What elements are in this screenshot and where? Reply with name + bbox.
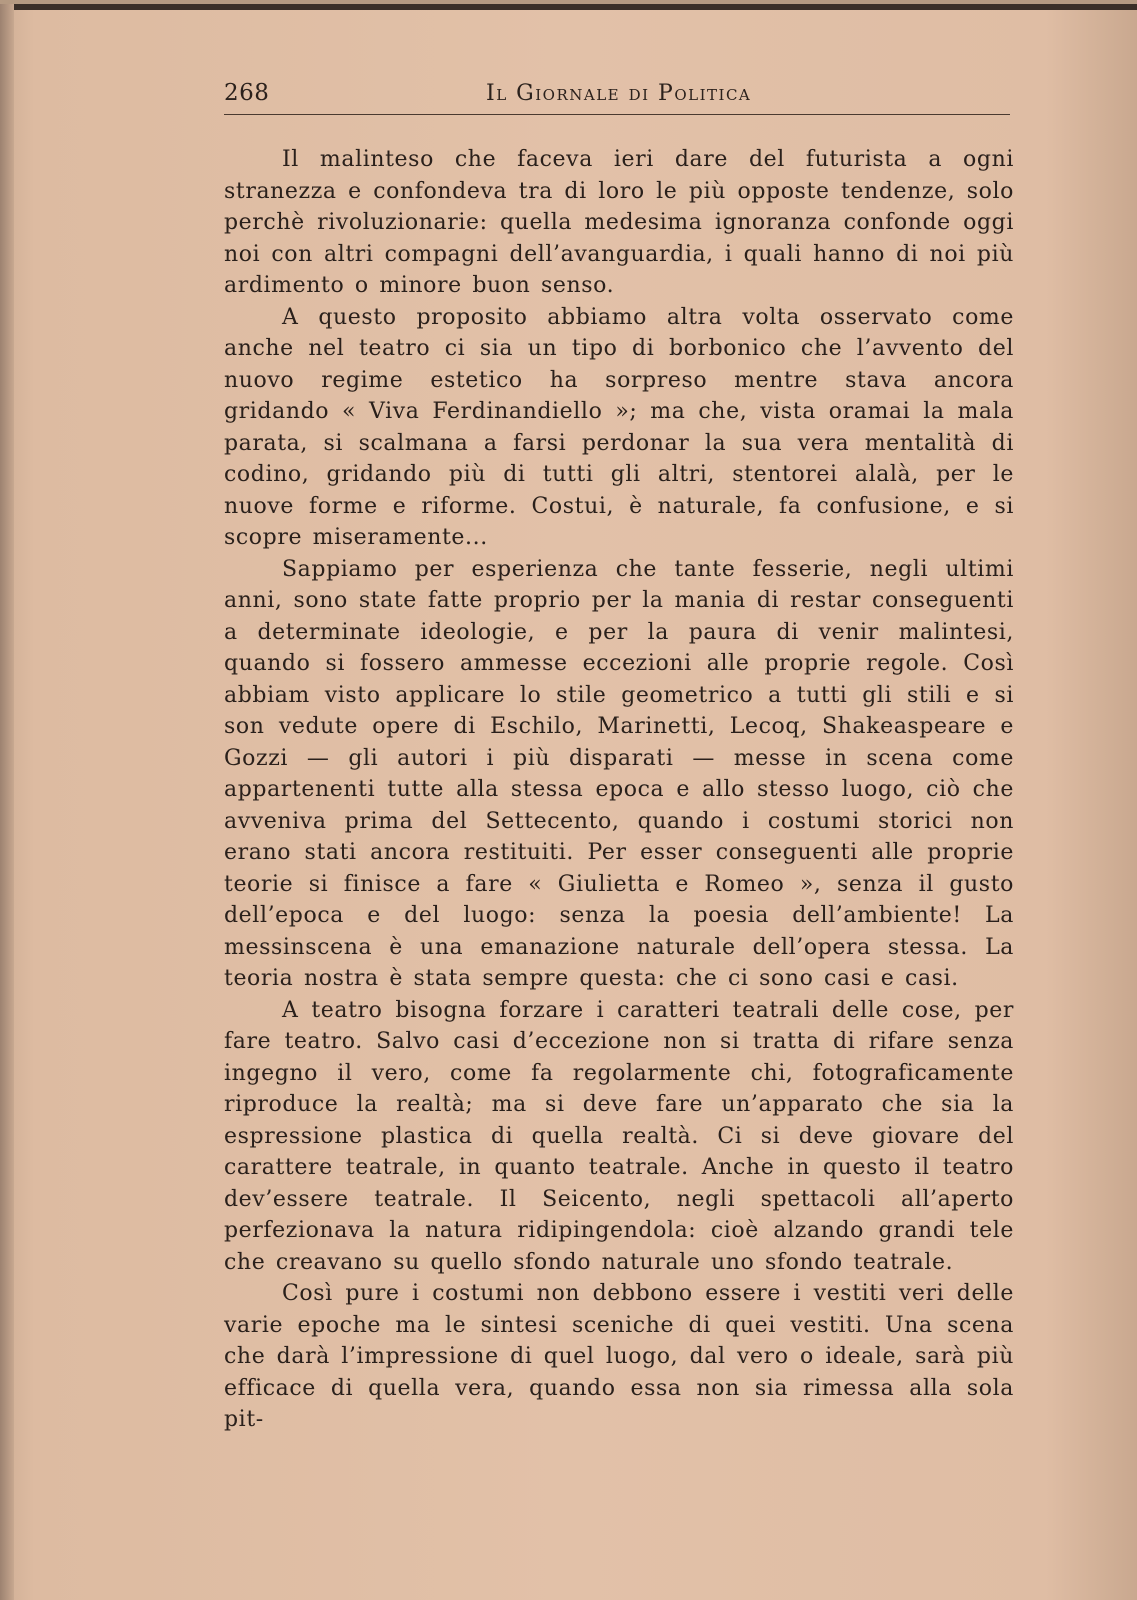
page-number: 268	[224, 80, 270, 106]
paragraph-5: Così pure i costumi non debbono essere i vestiti veri delle varie epoche ma le sintesi sceniche di quei vestiti. Una scena che darà l’impressione di quel luogo, dal vero o ideale, sarà più efficace di quella vera, quando essa non sia rimessa alla sola pit-	[224, 1281, 1014, 1432]
paragraph-2: A questo proposito abbiamo altra volta osservato come anche nel teatro ci sia un tipo di borbonico che l’avvento del nuovo regime estetico ha sorpreso mentre stava ancora gridando « Viva Ferdinandiello »; ma che, vista oramai la mala parata, si scalmana a farsi perdonar la sua vera mentalità di codino, gridando più di tutti gli altri, stentorei alalà, per le nuove forme e riforme. Costui, è naturale, fa confusione, e si scopre miseramente...	[224, 304, 1014, 550]
page-left-edge	[0, 4, 14, 1600]
paragraph-3: Sappiamo per esperienza che tante fesserie, negli ultimi anni, sono state fatte proprio per la mania di restar conseguenti a determinate ideologie, e per la paura di venir malintesi, quando si fossero ammesse eccezioni alle proprie regole. Così abbiam visto applicare lo stile geometrico a tutti gli stili e si son vedute opere di Eschilo, Marinetti, Lecoq, Shakeaspeare e Gozzi — gli autori i più disparati — messe in scena come appartenenti tutte alla stessa epoca e allo stesso luogo, ciò che avveniva prima del Settecento, quando i costumi storici non erano stati ancora restituiti. Per esser conseguenti alle proprie teorie si finisce a fare « Giulietta e Romeo », senza il gusto dell’epoca e del luogo: senza la poesia dell’ambiente! La messinscena è una emanazione naturale dell’opera stessa. La teoria nostra è stata sempre questa: che ci sono casi e casi.	[224, 556, 1014, 991]
page-top-edge	[0, 4, 1137, 10]
paragraph-4: A teatro bisogna forzare i caratteri teatrali delle cose, per fare teatro. Salvo casi d’eccezione non si tratta di rifare senza ingegno il vero, come fa regolarmente chi, fotograficamente riproduce la realtà; ma si deve fare un’apparato che sia la espressione plastica di quella realtà. Ci si deve giovare del carattere teatrale, in quanto teatrale. Anche in questo il teatro dev’essere teatrale. Il Seicento, negli spettacoli all’aperto perfezionava la natura ridipingendola: cioè alzando grandi tele che creavano su quello sfondo naturale uno sfondo teatrale.	[224, 997, 1014, 1275]
body-text	[224, 144, 1014, 1436]
book-page	[0, 4, 1137, 1600]
page-header	[224, 80, 1010, 115]
paragraph-1: Il malinteso che faceva ieri dare del futurista a ogni stranezza e confondeva tra di loro le più opposte tendenze, solo perchè rivoluzionarie: quella medesima ignoranza confonde oggi noi con altri compagni dell’avanguardia, i quali hanno di noi più ardimento o minore buon senso.	[224, 147, 1014, 298]
running-head: Il Giornale di Politica	[486, 81, 752, 106]
